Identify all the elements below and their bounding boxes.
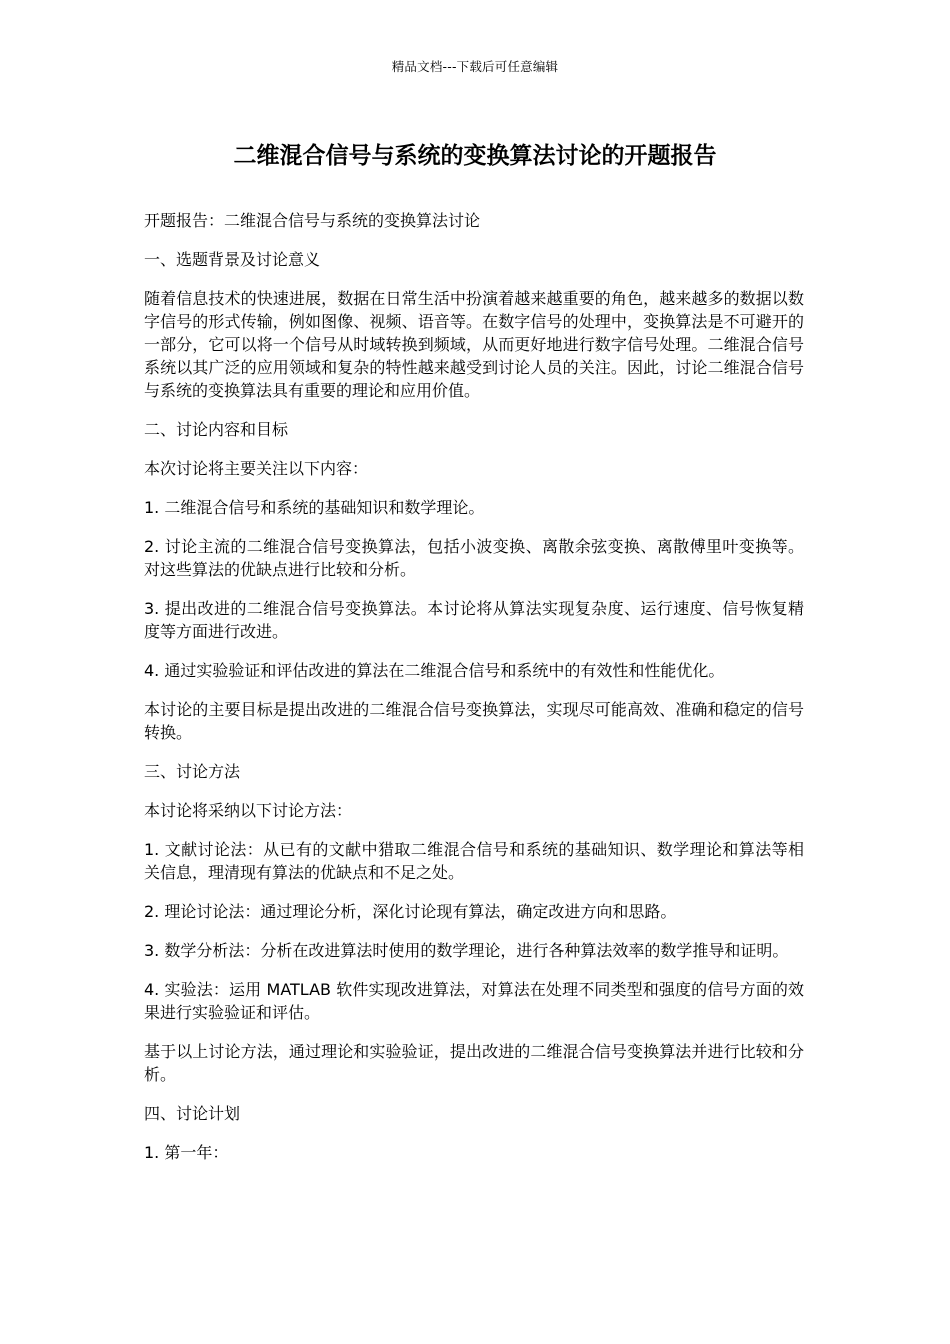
content-item-1: 1. 二维混合信号和系统的基础知识和数学理论。: [144, 498, 485, 517]
plan-item-1: 1. 第一年：: [144, 1143, 229, 1162]
content-intro: 本次讨论将主要关注以下内容：: [144, 459, 369, 478]
goal-paragraph: 本讨论的主要目标是提出改进的二维混合信号变换算法，实现尽可能高效、准确和稳定的信号转换。: [144, 700, 804, 742]
method-item-4: 4. 实验法：运用 MATLAB 软件实现改进算法，对算法在处理不同类型和强度的信号方面的效果进行实验验证和评估。: [144, 980, 804, 1022]
document-body: [144, 209, 804, 1180]
section-heading-plan: 四、讨论计划: [144, 1104, 241, 1123]
content-item-4: 4. 通过实验验证和评估改进的算法在二维混合信号和系统中的有效性和性能优化。: [144, 661, 725, 680]
content-item-2: 2. 讨论主流的二维混合信号变换算法，包括小波变换、离散余弦变换、离散傅里叶变换等。对这些算法的优缺点进行比较和分析。: [144, 537, 804, 579]
section-heading-content-goals: 二、讨论内容和目标: [144, 420, 289, 439]
section-heading-methods: 三、讨论方法: [144, 762, 241, 781]
report-label: 开题报告：二维混合信号与系统的变换算法讨论: [144, 211, 481, 230]
section-heading-background: 一、选题背景及讨论意义: [144, 250, 321, 269]
header-note: 精品文档---下载后可任意编辑: [391, 59, 559, 74]
method-item-1: 1. 文献讨论法：从已有的文献中猎取二维混合信号和系统的基础知识、数学理论和算法等相关信息，理清现有算法的优缺点和不足之处。: [144, 840, 804, 882]
methods-intro: 本讨论将采纳以下讨论方法：: [144, 801, 353, 820]
methods-summary: 基于以上讨论方法，通过理论和实验验证，提出改进的二维混合信号变换算法并进行比较和分析。: [144, 1042, 804, 1084]
background-paragraph: 随着信息技术的快速进展，数据在日常生活中扮演着越来越重要的角色，越来越多的数据以数字信号的形式传输，例如图像、视频、语音等。在数字信号的处理中，变换算法是不可避开的一部分，它可以将一个信号从时域转换到频域，从而更好地进行数字信号处理。二维混合信号系统以其广泛的应用领域和复杂的特性越来越受到讨论人员的关注。因此，讨论二维混合信号与系统的变换算法具有重要的理论和应用价值。: [144, 289, 804, 400]
method-item-3: 3. 数学分析法：分析在改进算法时使用的数学理论，进行各种算法效率的数学推导和证明。: [144, 941, 789, 960]
content-item-3: 3. 提出改进的二维混合信号变换算法。本讨论将从算法实现复杂度、运行速度、信号恢复精度等方面进行改进。: [144, 599, 804, 641]
method-item-2: 2. 理论讨论法：通过理论分析，深化讨论现有算法，确定改进方向和思路。: [144, 902, 677, 921]
document-title: 二维混合信号与系统的变换算法讨论的开题报告: [233, 143, 717, 169]
